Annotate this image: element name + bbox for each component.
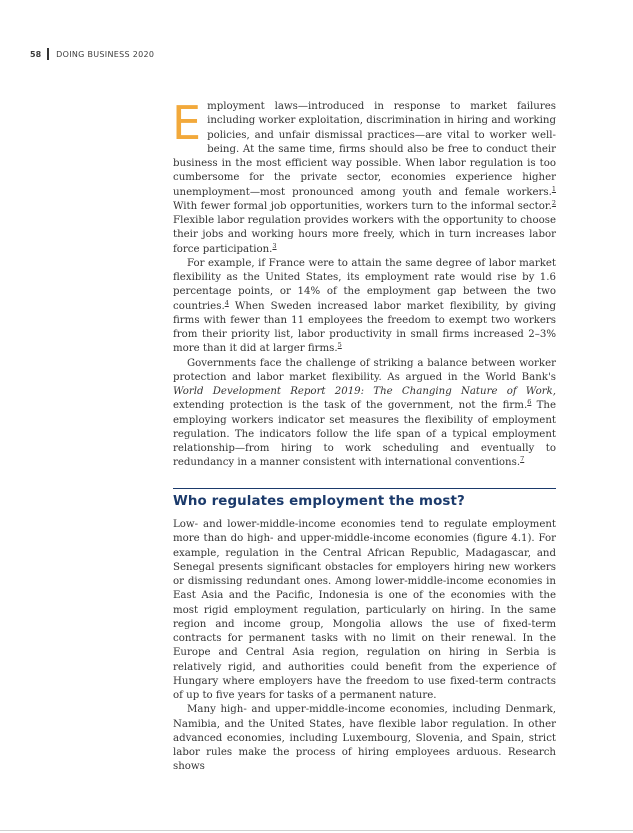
report-title: World Development Report 2019: The Changing Nature of Work, [173, 386, 556, 397]
drop-cap: E [172, 96, 202, 150]
intro-paragraph-1 [172, 96, 556, 257]
footnote-ref-1[interactable]: 1 [551, 184, 556, 193]
intro-p3-text-c: The employing workers indicator set measures the flexibility of employment regulation. The indicators follow the life span of a typical employment relationship—from hiring to work scheduling and eventually to redundancy in a manner consistent with international conventions. [173, 400, 557, 469]
page-bottom-edge [0, 830, 633, 831]
section-rule [173, 488, 556, 489]
footnote-ref-5[interactable]: 5 [337, 341, 342, 350]
intro-p1-text-a: mployment laws—introduced in response to market failures including worker exploitation, discrimination in hiring and working policies, and unfair dismissal practices—are vital to worker well-being. At the same time, firms should also be free to conduct their business in the most efficient way possible. When labor regulation is too cumbersome for the private sector, economies experience higher unemployment—most pronounced among youth and female workers. [173, 101, 556, 198]
intro-p1-text-b: With fewer formal job opportunities, workers turn to the informal sector. [173, 200, 552, 212]
intro-p2-text-a: For example, if France were to attain the same degree of labor market flexibility as the United States, its employment rate would rise by 1.6 percentage points, or 14% of the employment gap between the two countries. [173, 257, 556, 312]
section-paragraph-2: Many high- and upper-middle-income economies, including Denmark, Namibia, and the United States, have flexible labor regulation. In other advanced economies, including Luxembourg, Slovenia, and Spain, strict labor rules make the process of hiring employees arduous. Research shows [173, 704, 556, 773]
intro-p1-text-c: Flexible labor regulation provides workers with the opportunity to choose their jobs and working hours more freely, which in turn increases labor force participation. [173, 215, 556, 255]
page-number: 58 [30, 49, 42, 59]
section-paragraph-1: Low- and lower-middle-income economies tend to regulate employment more than do high- and upper-middle-income economies (figure 4.1). For example, regulation in the Central African Republic, Madagascar, and Senegal presents significant obstacles for employers hiring new workers or dismissing redundant ones. Among lower-middle-income economies in East Asia and the Pacific, Indonesia is one of the economies with the most rigid employment regulation, particularly on hiring. In the same region and income group, Mongolia allows the use of fixed-term contracts for permanent tasks with no limit on their renewal. In the Europe and Central Asia region, regulation on hiring in Serbia is relatively rigid, and authorities could benefit from the experience of Hungary where employers have the freedom to use fixed-term contracts of up to five years for tasks of a permanent nature. [173, 519, 556, 701]
intro-p2-text-b: When Sweden increased labor market flexibility, by giving firms with fewer than 11 employees the freedom to exempt two workers from their priority list, labor productivity in small firms increased 2–3% more than it did at larger firms. [173, 300, 556, 355]
footnote-ref-6[interactable]: 6 [527, 398, 532, 407]
header-divider [47, 48, 49, 60]
book-title: DOING BUSINESS 2020 [56, 49, 155, 59]
section-heading: Who regulates employment the most? [173, 494, 465, 509]
intro-p3-text-b: extending protection is the task of the government, not the firm. [173, 400, 528, 412]
intro-paragraph-2 [173, 257, 556, 357]
running-head [30, 47, 154, 61]
footnote-ref-3[interactable]: 3 [272, 241, 277, 250]
intro-body [172, 96, 557, 471]
footnote-ref-2[interactable]: 2 [551, 198, 556, 207]
intro-paragraph-3 [173, 357, 556, 471]
footnote-ref-7[interactable]: 7 [520, 455, 525, 464]
intro-p3-text-a: Governments face the challenge of striking a balance between worker protection and labor market flexibility. As argued in the World Bank's [173, 357, 556, 383]
footnote-ref-4[interactable]: 4 [224, 298, 229, 307]
section-body [173, 518, 556, 775]
